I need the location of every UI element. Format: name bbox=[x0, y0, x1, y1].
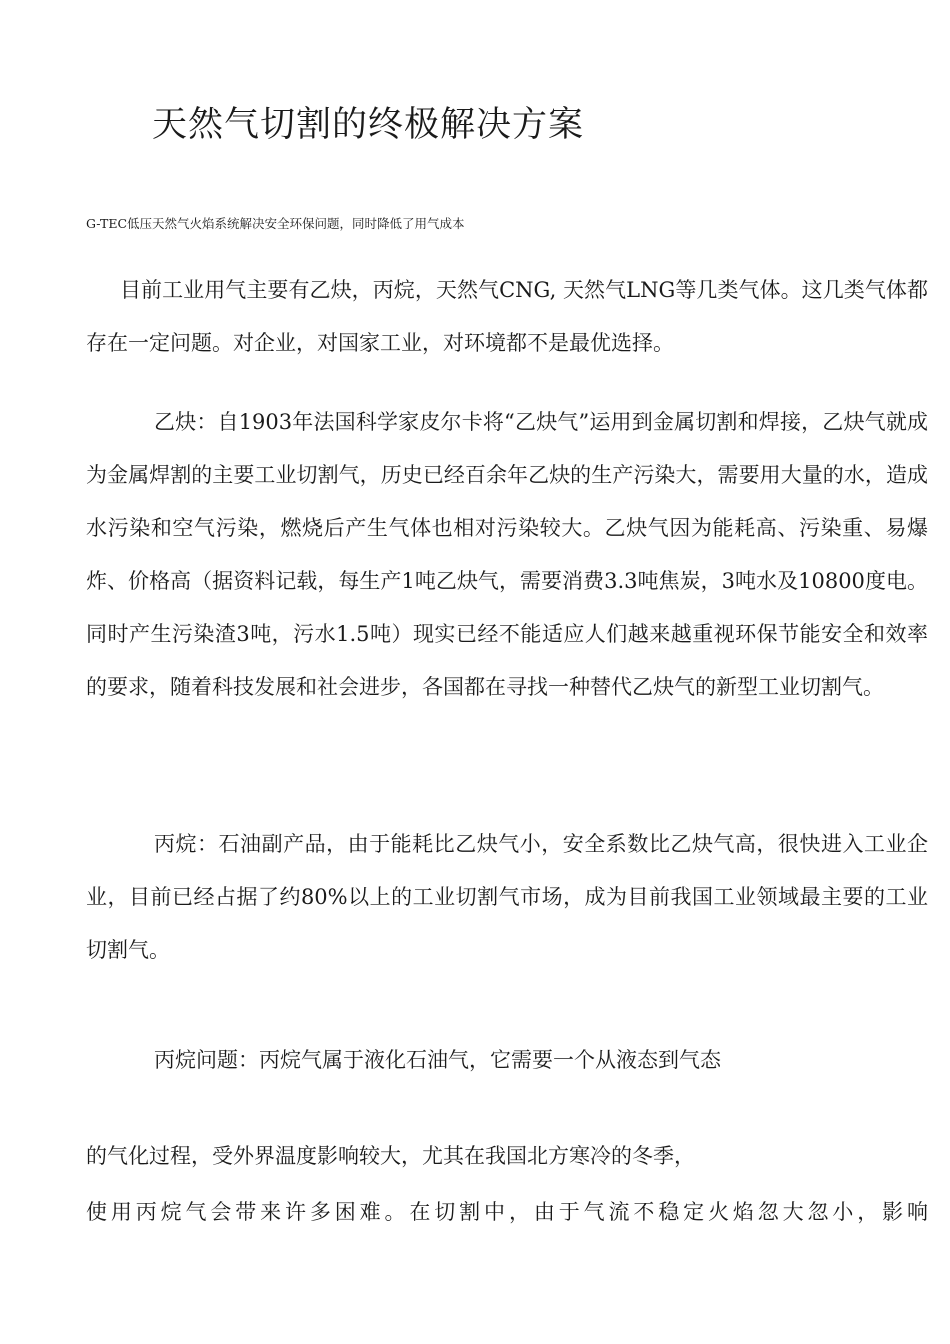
paragraph-propane: 丙烷：石油副产品，由于能耗比乙炔气小，安全系数比乙炔气高，很快进入工业企业，目前已经占据了约80%以上的工业切割气市场，成为目前我国工业领域最主要的工业切割气。 bbox=[86, 832, 928, 962]
paragraph-acetylene: 乙炔：自1903年法国科学家皮尔卡将“乙炔气”运用到金属切割和焊接，乙炔气就成为金属焊割的主要工业切割气，历史已经百余年乙炔的生产污染大，需要用大量的水，造成水污染和空气污染，燃烧后产生气体也相对污染较大。乙炔气因为能耗高、污染重、易爆炸、价格高（据资料记载，每生产1吨乙炔气，需要消费3.3吨焦炭，3吨水及10800度电。同时产生污染渣3吨，污水1.5吨）现实已经不能适应人们越来越重视环保节能安全和效率的要求，随着科技发展和社会进步，各国都在寻找一种替代乙炔气的新型工业切割气。 bbox=[86, 410, 928, 699]
document-title: 天然气切割的终极解决方案 bbox=[152, 105, 585, 145]
paragraph-intro: 目前工业用气主要有乙炔，丙烷，天然气CNG, 天然气LNG等几类气体。这几类气体都存在一定问题。对企业，对国家工业，对环境都不是最优选择。 bbox=[86, 278, 928, 355]
document-subtitle: G-TEC低压天然气火焰系统解决安全环保问题，同时降低了用气成本 bbox=[86, 216, 465, 231]
paragraph-propane-issue-line-2: 的气化过程，受外界温度影响较大，尤其在我国北方寒冷的冬季， bbox=[86, 1144, 695, 1168]
paragraph-propane-issue-line-3: 使用丙烷气会带来许多困难。在切割中，由于气流不稳定火焰忽大忽小，影响 bbox=[86, 1200, 928, 1224]
paragraph-propane-issue-line-1: 丙烷问题：丙烷气属于液化石油气，它需要一个从液态到气态 bbox=[154, 1048, 721, 1072]
